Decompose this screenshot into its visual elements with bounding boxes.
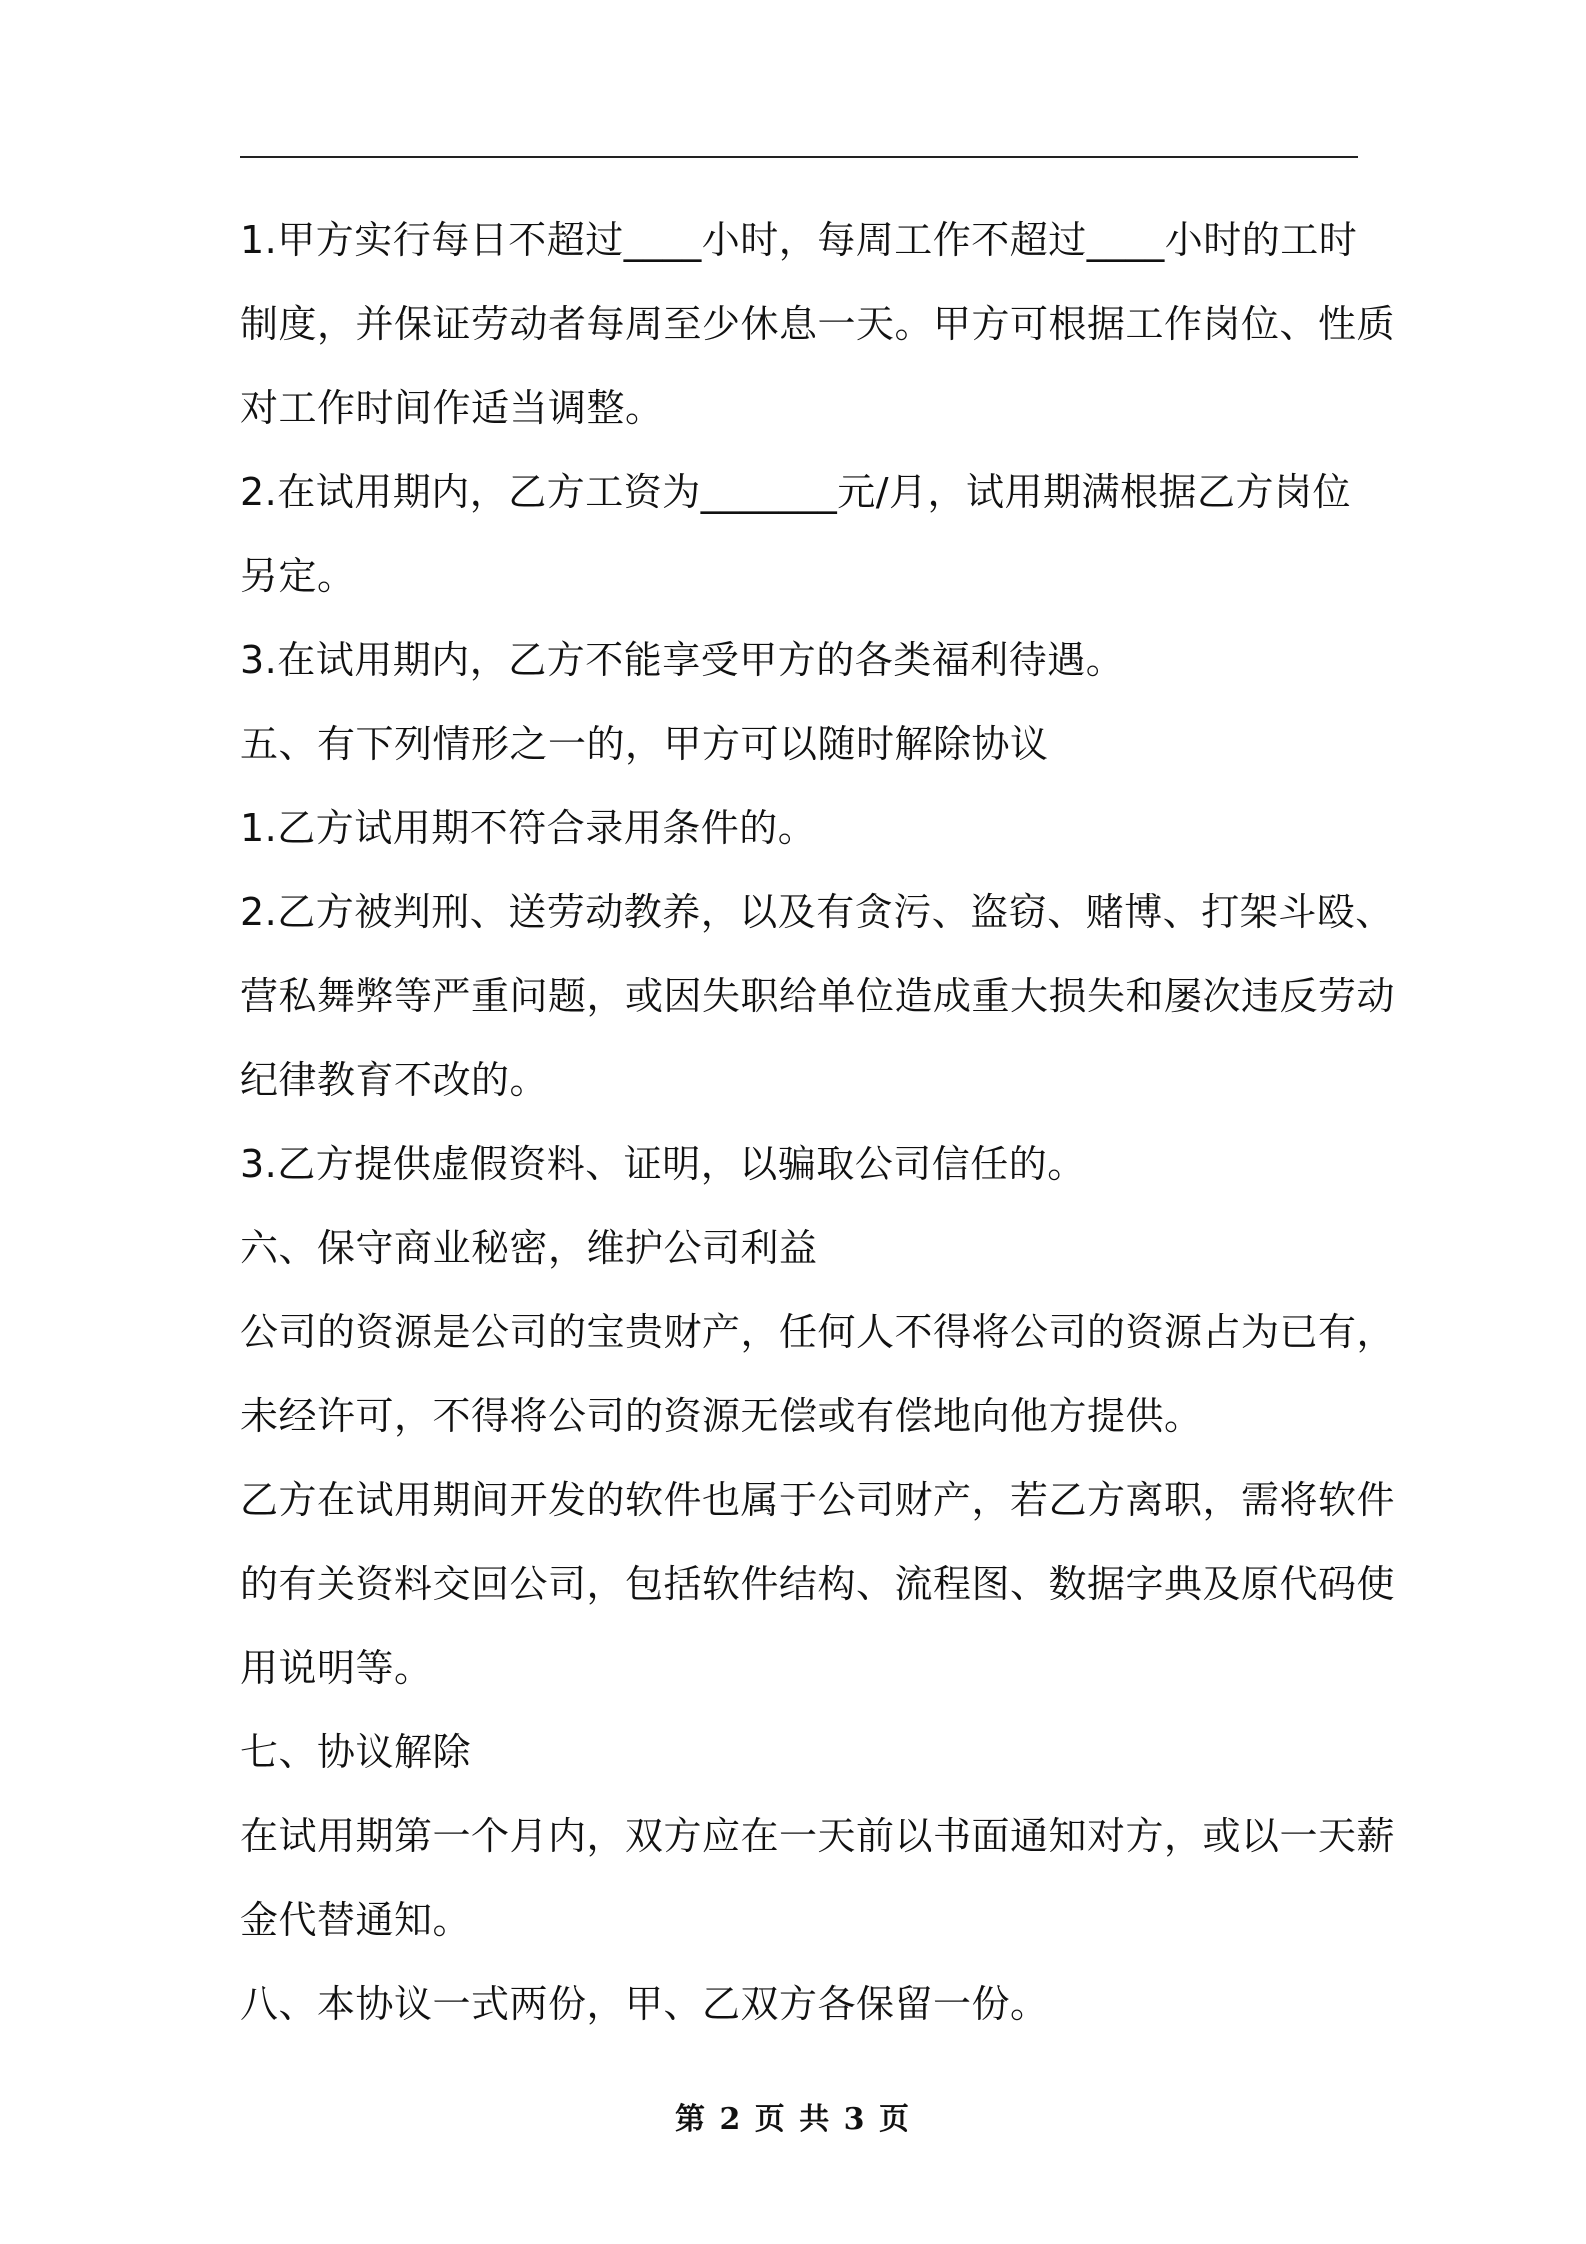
header-rule [240, 156, 1358, 158]
text-line: 1.乙方试用期不符合录用条件的。 [240, 806, 817, 850]
text-line: 的有关资料交回公司，包括软件结构、流程图、数据字典及原代码使 [240, 1562, 1396, 1606]
text-line: 公司的资源是公司的宝贵财产，任何人不得将公司的资源占为已有， [240, 1310, 1396, 1354]
text-line: 3.乙方提供虚假资料、证明，以骗取公司信任的。 [240, 1142, 1086, 1186]
document-body [240, 198, 1396, 2046]
text-line: 在试用期第一个月内，双方应在一天前以书面通知对方，或以一天薪 [240, 1814, 1396, 1858]
text-line: 用说明等。 [240, 1646, 433, 1690]
section-heading: 六、保守商业秘密，维护公司利益 [240, 1226, 818, 1270]
text-line: 乙方在试用期间开发的软件也属于公司财产，若乙方离职，需将软件 [240, 1478, 1396, 1522]
text-line: 1.甲方实行每日不超过____小时，每周工作不超过____小时的工时 [240, 218, 1358, 262]
text-line: 未经许可，不得将公司的资源无偿或有偿地向他方提供。 [240, 1394, 1203, 1438]
page-footer: 第 2 页 共 3 页 [675, 2102, 911, 2137]
text-line: 金代替通知。 [240, 1898, 472, 1942]
text-line: 营私舞弊等严重问题，或因失职给单位造成重大损失和屡次违反劳动 [240, 974, 1396, 1018]
text-line: 对工作时间作适当调整。 [240, 386, 664, 430]
text-line: 2.乙方被判刑、送劳动教养，以及有贪污、盗窃、赌博、打架斗殴、 [240, 890, 1394, 934]
text-line: 另定。 [240, 554, 356, 598]
text-line: 制度，并保证劳动者每周至少休息一天。甲方可根据工作岗位、性质 [240, 302, 1396, 346]
section-heading: 八、本协议一式两份，甲、乙双方各保留一份。 [240, 1982, 1049, 2026]
text-line: 2.在试用期内，乙方工资为_______元/月，试用期满根据乙方岗位 [240, 470, 1352, 514]
text-line: 纪律教育不改的。 [240, 1058, 549, 1102]
section-heading: 七、协议解除 [240, 1730, 472, 1774]
section-heading: 五、有下列情形之一的，甲方可以随时解除协议 [240, 722, 1049, 766]
text-line: 3.在试用期内，乙方不能享受甲方的各类福利待遇。 [240, 638, 1125, 682]
